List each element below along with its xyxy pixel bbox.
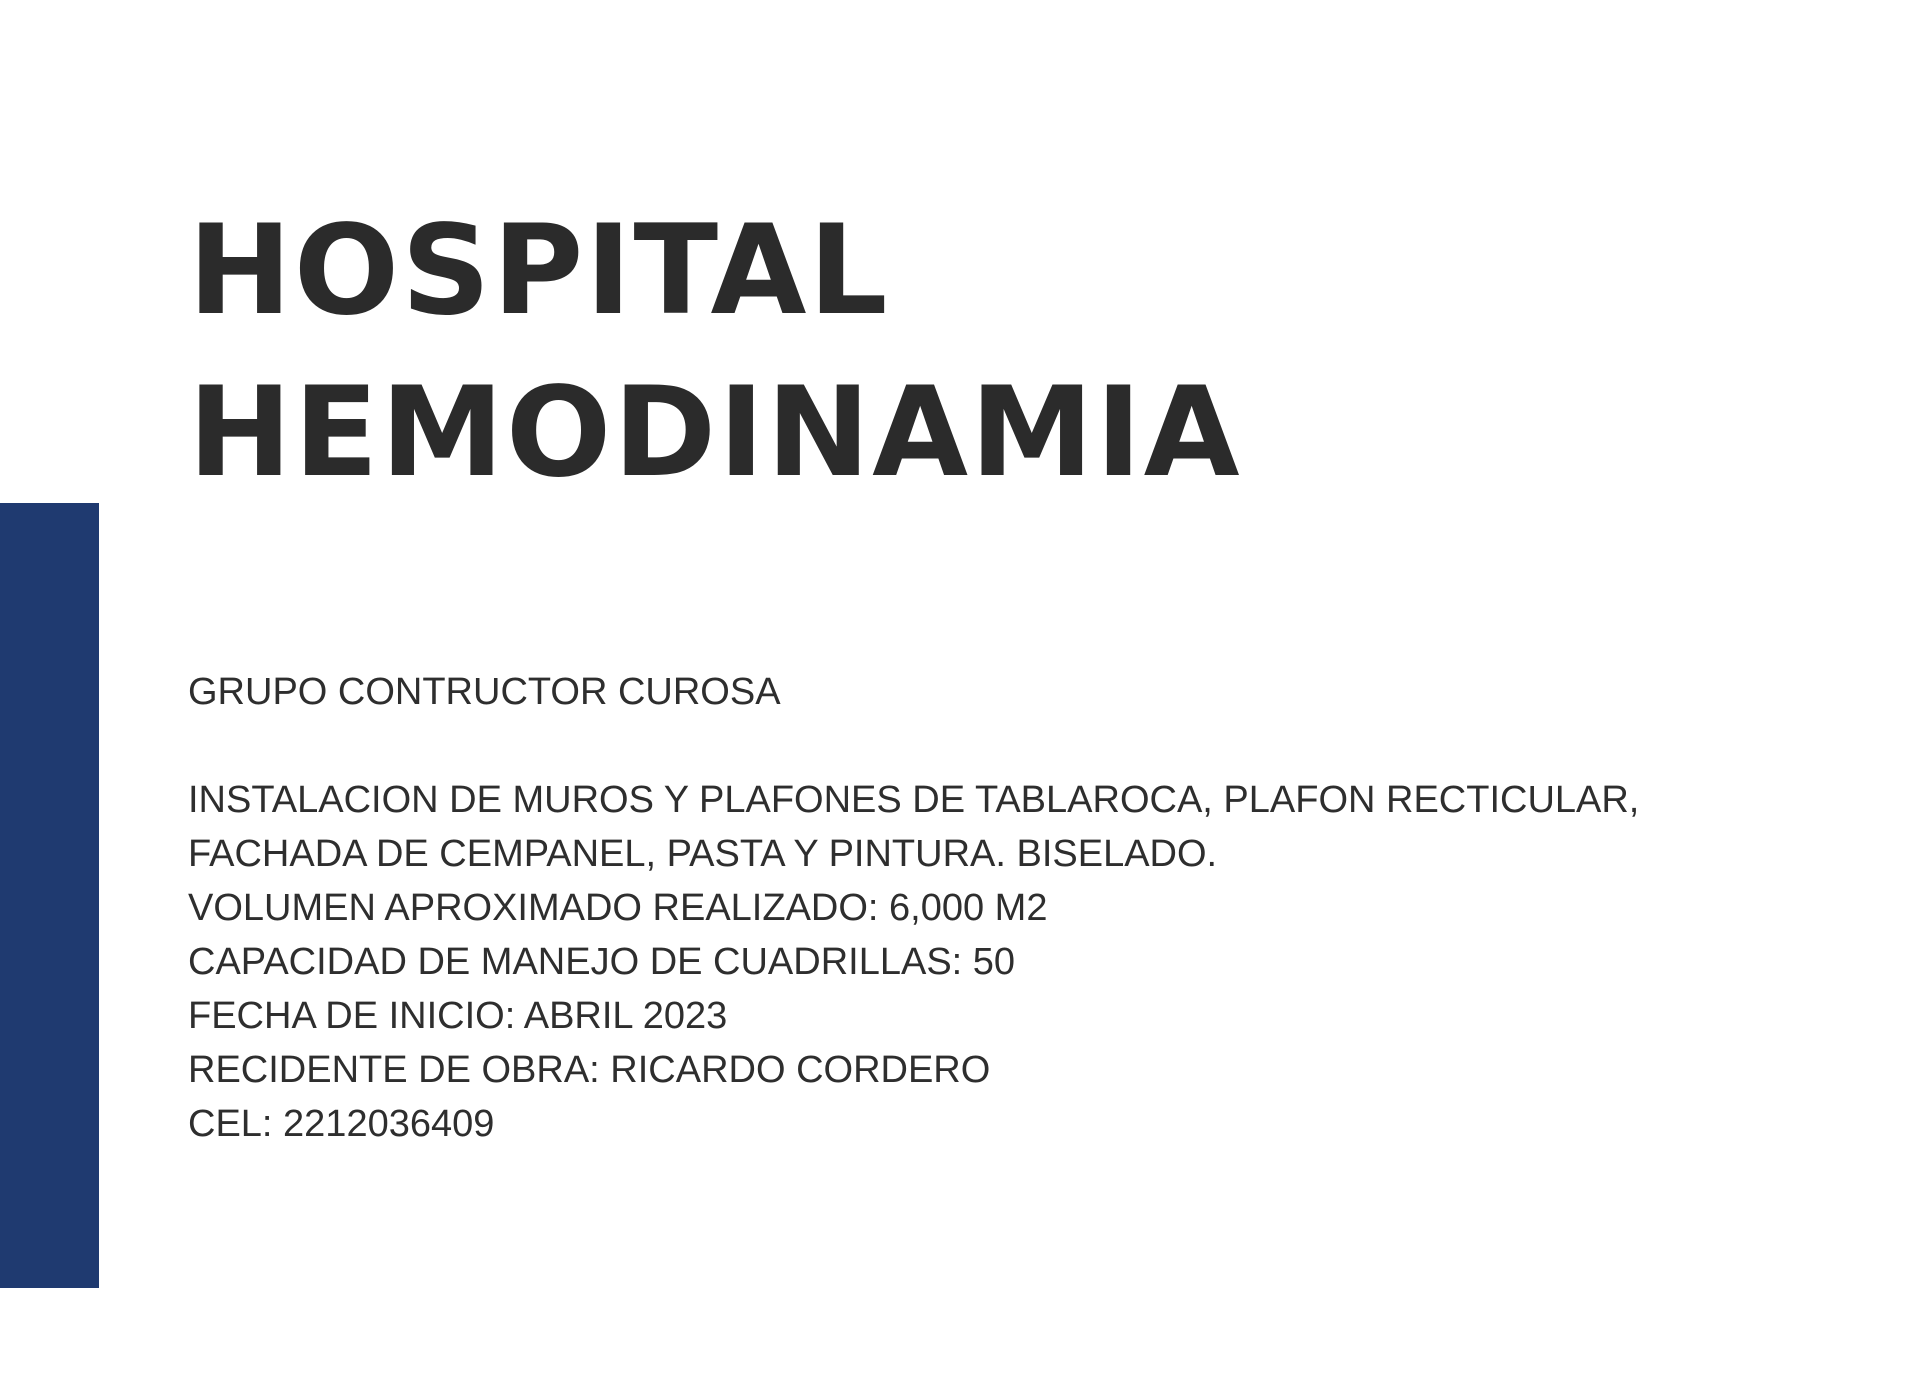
phone-text: CEL: 2212036409 — [188, 1103, 495, 1145]
crew-capacity-text: CAPACIDAD DE MANEJO DE CUADRILLAS: 50 — [188, 941, 1016, 983]
volume-text: VOLUMEN APROXIMADO REALIZADO: 6,000 M2 — [188, 887, 1048, 929]
company-name: GRUPO CONTRUCTOR CUROSA — [188, 671, 781, 713]
page-title — [188, 190, 1242, 514]
accent-bar — [0, 503, 99, 1288]
description-line-1: INSTALACION DE MUROS Y PLAFONES DE TABLAROCA, PLAFON RECTICULAR, — [188, 779, 1640, 821]
title-line-1: HOSPITAL — [188, 199, 890, 343]
title-line-2: HEMODINAMIA — [188, 361, 1242, 505]
site-resident-text: RECIDENTE DE OBRA: RICARDO CORDERO — [188, 1049, 991, 1091]
project-details — [188, 665, 1639, 1151]
description-line-2: FACHADA DE CEMPANEL, PASTA Y PINTURA. BISELADO. — [188, 833, 1218, 875]
start-date-text: FECHA DE INICIO: ABRIL 2023 — [188, 995, 728, 1037]
